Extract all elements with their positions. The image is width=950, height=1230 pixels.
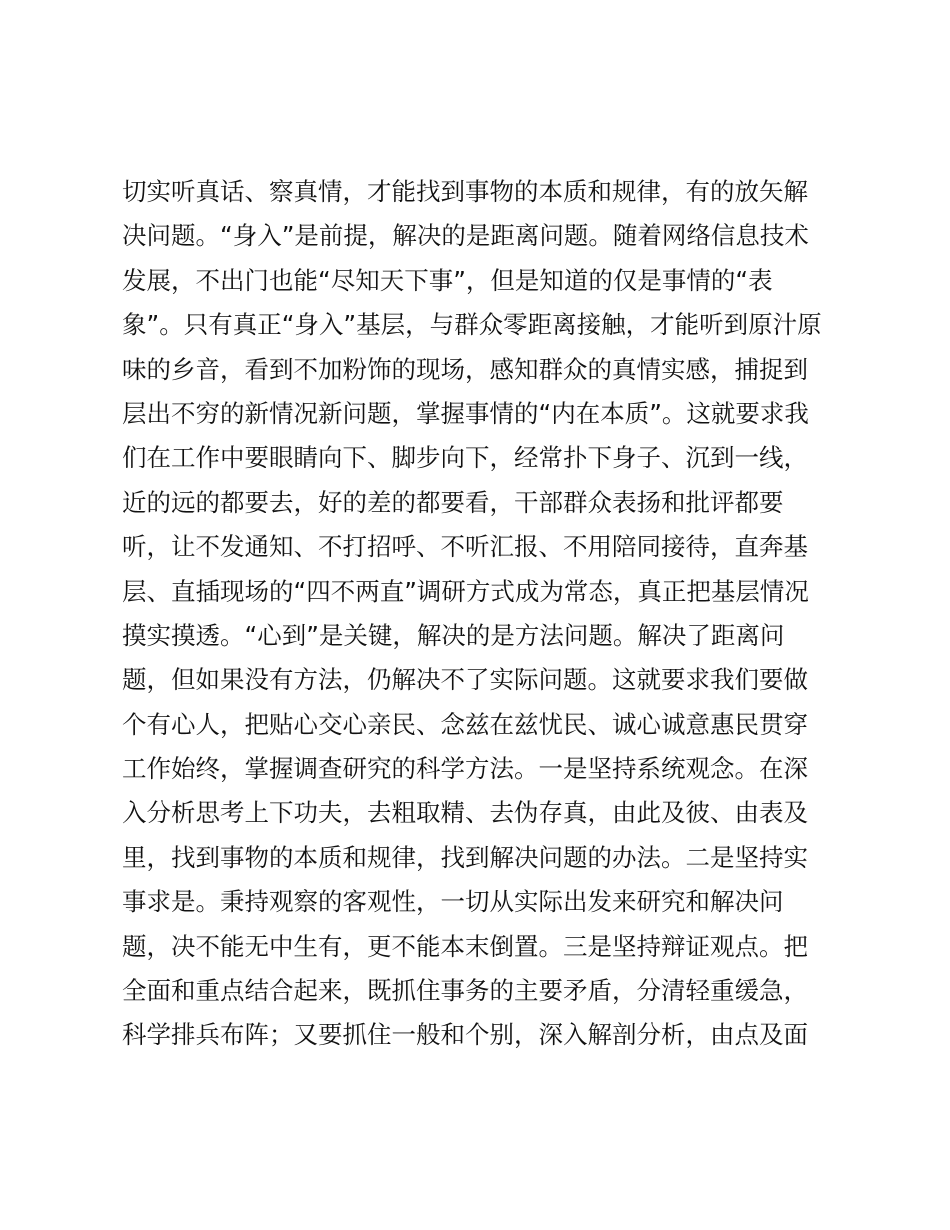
text-line-4: 象”。只有真正“身入”基层，与群众零距离接触，才能听到原汁原 xyxy=(122,310,822,340)
text-line-12: 题，但如果没有方法，仍解决不了实际问题。这就要求我们要做 xyxy=(122,665,808,695)
text-line-11: 摸实摸透。“心到”是关键，解决的是方法问题。解决了距离问 xyxy=(122,620,785,650)
text-line-8: 近的远的都要去，好的差的都要看，干部群众表扬和批评都要 xyxy=(122,487,784,517)
text-line-13: 个有心人，把贴心交心亲民、念兹在兹忧民、诚心诚意惠民贯穿 xyxy=(122,709,808,739)
text-line-9: 听，让不发通知、不打招呼、不听汇报、不用陪同接待，直奔基 xyxy=(122,532,808,562)
text-line-14: 工作始终，掌握调查研究的科学方法。一是坚持系统观念。在深 xyxy=(122,754,808,784)
text-line-2: 决问题。“身入”是前提，解决的是距离问题。随着网络信息技术 xyxy=(122,221,809,251)
text-line-1: 切实听真话、察真情，才能找到事物的本质和规律，有的放矢解 xyxy=(122,177,808,206)
text-line-7: 们在工作中要眼睛向下、脚步向下，经常扑下身子、沉到一线， xyxy=(122,443,808,473)
text-line-20: 科学排兵布阵；又要抓住一般和个别，深入解剖分析，由点及面 xyxy=(122,1020,808,1050)
text-line-3: 发展，不出门也能“尽知天下事”，但是知道的仅是事情的“表 xyxy=(122,265,773,295)
text-line-16: 里，找到事物的本质和规律，找到解决问题的办法。二是坚持实 xyxy=(122,842,808,872)
text-line-15: 入分析思考上下功夫，去粗取精、去伪存真，由此及彼、由表及 xyxy=(122,798,808,828)
body-paragraph xyxy=(122,170,842,1058)
text-line-18: 题，决不能无中生有，更不能本末倒置。三是坚持辩证观点。把 xyxy=(122,931,808,961)
text-line-10: 层、直插现场的“四不两直”调研方式成为常态，真正把基层情况 xyxy=(122,576,809,606)
text-line-5: 味的乡音，看到不加粉饰的现场，感知群众的真情实感，捕捉到 xyxy=(122,354,808,384)
text-line-19: 全面和重点结合起来，既抓住事务的主要矛盾，分清轻重缓急， xyxy=(122,976,808,1006)
text-line-6: 层出不穷的新情况新问题，掌握事情的“内在本质”。这就要求我 xyxy=(122,398,809,428)
text-line-17: 事求是。秉持观察的客观性，一切从实际出发来研究和解决问 xyxy=(122,887,784,917)
